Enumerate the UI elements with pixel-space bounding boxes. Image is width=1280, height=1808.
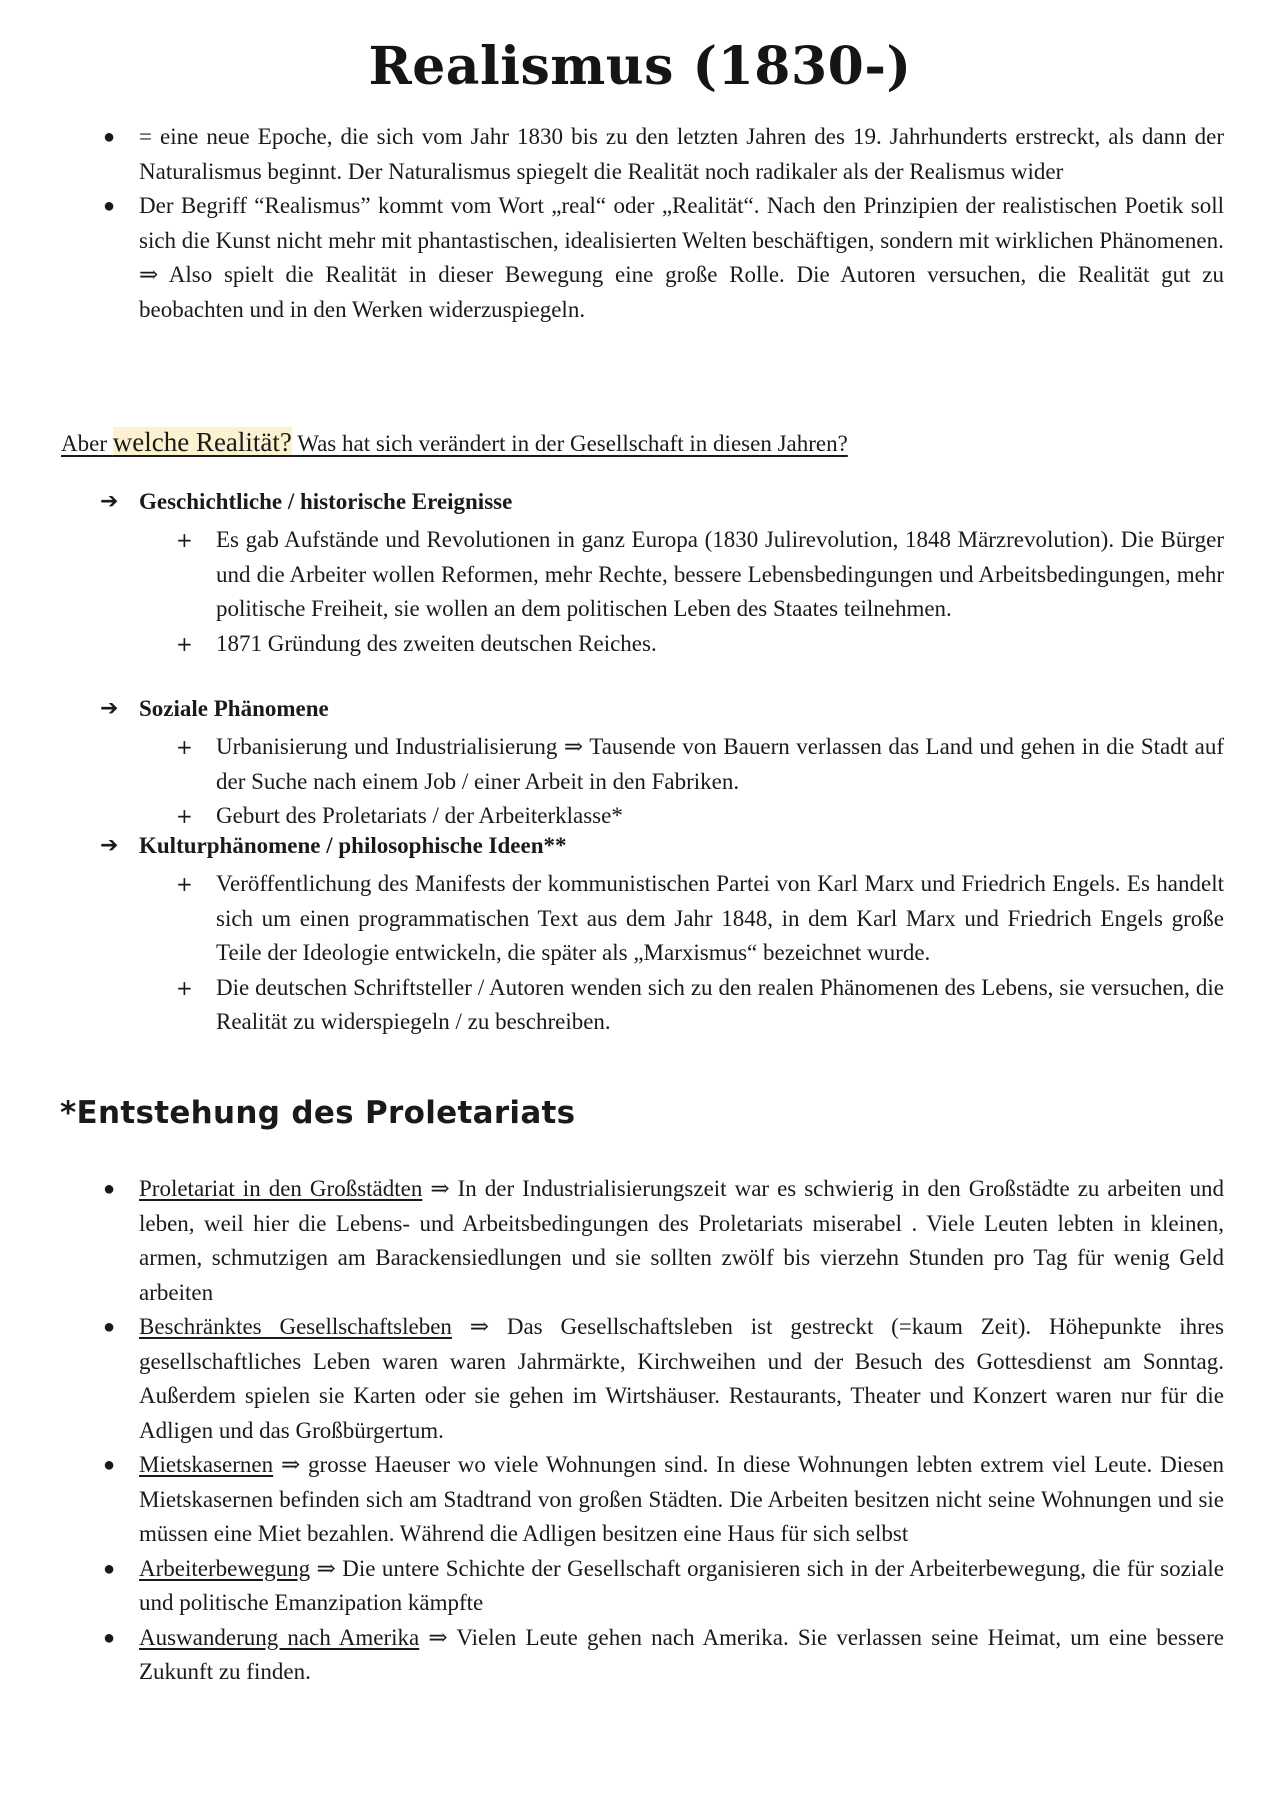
section-list-historical xyxy=(176,523,1224,661)
arrow-icon: ➔ xyxy=(100,696,119,721)
page-title: Realismus (1830-) xyxy=(368,36,912,97)
list-item-text: Urbanisierung und Industrialisierung ⇒ Tausende von Bauern verlassen das Land und gehen in die Stadt auf der Suche nach einem Job / einer Arbeit in den Fabriken. xyxy=(216,734,1224,794)
term-description: ⇒ grosse Haeuser wo viele Wohnungen sind. In diese Wohnungen lebten extrem viel Leute. Diesen Mietskasernen befinden sich am Stadtrand von großen Städten. Die Arbeiten besitzen nicht seine Wohnungen und sie müssen eine Miet bezahlen. Während die Adligen besitzen eine Haus für sich selbst xyxy=(139,1452,1224,1546)
list-item-text: Es gab Aufstände und Revolutionen in ganz Europa (1830 Julirevolution, 1848 Märzrevolution). Die Bürger und die Arbeiter wollen Reformen, mehr Rechte, bessere Lebensbedingungen und Arbeitsbedingungen, mehr politische Freiheit, sie wollen an dem politischen Leben des Staates teilnehmen. xyxy=(216,527,1224,621)
bullet-icon: ● xyxy=(103,1316,116,1338)
question-highlight: welche Realität? xyxy=(112,427,292,457)
intro-item-text: Der Begriff “Realismus” kommt vom Wort „real“ oder „Realität“. Nach den Prinzipien der realistischen Poetik soll sich die Kunst nicht mehr mit phantastischen, idealisierten Welten beschäftigen, sondern mit wirklichen Phänomenen. xyxy=(139,193,1224,253)
plus-icon: + xyxy=(176,975,193,1000)
plus-icon: + xyxy=(176,804,193,828)
intro-item-2 xyxy=(103,189,1224,327)
list-item xyxy=(176,799,1224,834)
section-heading-label: Geschichtliche / historische Ereignisse xyxy=(139,489,513,514)
list-item-text: Geburt des Proletariats / der Arbeiterklasse* xyxy=(216,803,623,828)
list-item xyxy=(103,1448,1224,1552)
guiding-question xyxy=(61,425,848,461)
list-item xyxy=(176,523,1224,627)
list-item xyxy=(103,1621,1224,1690)
list-item xyxy=(103,1172,1224,1310)
bullet-icon: ● xyxy=(103,1557,116,1580)
section-list-culture xyxy=(176,867,1224,1040)
section-heading-label: Soziale Phänomene xyxy=(139,696,329,721)
proletariat-list xyxy=(103,1172,1224,1690)
intro-item-text: = eine neue Epoche, die sich vom Jahr 1830 bis zu den letzten Jahren des 19. Jahrhunderts erstreckt, als dann der Naturalismus beginnt. Der Naturalismus spiegelt die Realität noch radikaler als der Realismus wider xyxy=(139,124,1224,184)
term-label: Auswanderung nach Amerika xyxy=(139,1624,420,1650)
list-item-text: 1871 Gründung des zweiten deutschen Reiches. xyxy=(216,630,657,656)
list-item xyxy=(176,730,1224,799)
plus-icon: + xyxy=(176,528,193,552)
bullet-icon: ● xyxy=(103,195,116,217)
term-label: Arbeiterbewegung xyxy=(139,1555,311,1581)
term-label: Beschränktes Gesellschaftsleben xyxy=(139,1314,452,1339)
list-item xyxy=(176,971,1224,1040)
term-description: ⇒ Vielen Leute gehen nach Amerika. Sie verlassen seine Heimat, um eine bessere Zukunft zu finden. xyxy=(139,1624,1224,1684)
list-item-text: Die deutschen Schriftsteller / Autoren wenden sich zu den realen Phänomenen des Lebens, sie versuchen, die Realität zu widerspiegeln / zu beschreiben. xyxy=(216,974,1224,1034)
list-item xyxy=(176,627,1224,662)
list-item xyxy=(103,1310,1224,1448)
bullet-icon: ● xyxy=(103,1454,116,1476)
term-description: ⇒ In der Industrialisierungszeit war es schwierig in den Großstädte zu arbeiten und leben, weil hier die Lebens- und Arbeitsbedingungen des Proletariats miserabel . Viele Leuten lebten in kleinen, armen, schmutzigen am Barackensiedlungen und sie sollten zwölf bis vierzehn Stunden pro Tag für wenig Geld arbeiten xyxy=(139,1176,1224,1305)
intro-list xyxy=(103,120,1224,327)
term-description: ⇒ Die untere Schichte der Gesellschaft organisieren sich in der Arbeiterbewegung, die für soziale und politische Emanzipation kämpfte xyxy=(139,1555,1224,1615)
intro-followup: ⇒ Also spielt die Realität in dieser Bewegung eine große Rolle. Die Autoren versuchen, die Realität gut zu beobachten und in den Werken widerzuspiegeln. xyxy=(139,262,1224,322)
arrow-icon: ➔ xyxy=(100,489,119,514)
list-item-text: Veröffentlichung des Manifests der kommunistischen Partei von Karl Marx und Friedrich Engels. Es handelt sich um einen programmatischen Text aus dem Jahr 1848, in dem Karl Marx und Friedrich Engels große Teile der Ideologie entwickeln, die später als „Marxismus“ bezeichnet wurde. xyxy=(216,871,1224,965)
plus-icon: + xyxy=(176,872,193,896)
arrow-icon: ➔ xyxy=(100,833,119,858)
bullet-icon: ● xyxy=(103,1178,116,1200)
term-label: Mietskasernen xyxy=(139,1452,274,1477)
term-description: ⇒ Das Gesellschaftsleben ist gestreckt (=kaum Zeit). Höhepunkte ihres gesellschaftliches Leben waren waren Jahrmärkte, Kirchweihen und der Besuch des Gottesdienst am Sonntag. Außerdem spielen sie Karten oder sie gehen im Wirtshäuser. Restaurants, Theater und Konzert waren nur für die Adligen und das Großbürgertum. xyxy=(139,1314,1224,1443)
list-item xyxy=(176,867,1224,971)
bullet-icon: ● xyxy=(103,126,116,148)
bullet-icon: ● xyxy=(103,1626,116,1649)
question-part-1: Aber xyxy=(61,431,113,456)
section-heading-label: Kulturphänomene / philosophische Ideen** xyxy=(139,833,567,858)
term-label: Proletariat in den Großstädten xyxy=(139,1176,423,1201)
question-part-2: Was hat sich verändert in der Gesellschaft in diesen Jahren? xyxy=(291,431,848,456)
intro-item-1 xyxy=(103,120,1224,189)
list-item xyxy=(103,1552,1224,1621)
plus-icon: + xyxy=(176,631,193,656)
section-list-social xyxy=(176,730,1224,834)
proletariat-heading: *Entstehung des Proletariats xyxy=(60,1095,576,1131)
plus-icon: + xyxy=(176,735,193,759)
